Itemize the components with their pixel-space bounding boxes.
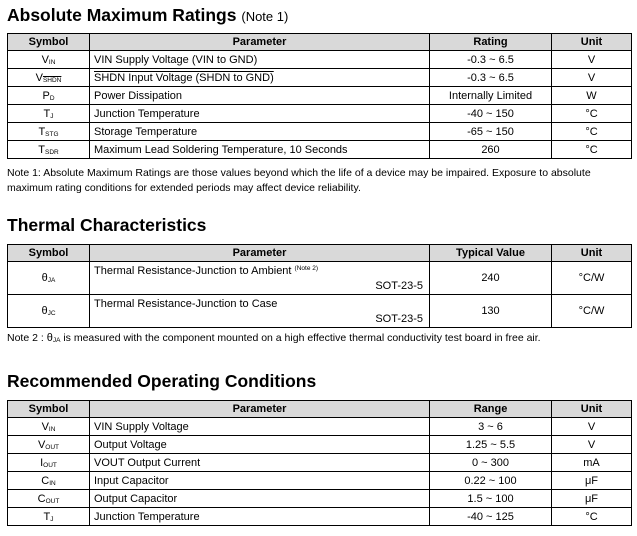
- table-row: [8, 87, 632, 105]
- rating-cell: -65 ~ 150: [430, 123, 552, 141]
- unit-cell: μF: [552, 472, 632, 490]
- header-typical-value: Typical Value: [430, 245, 552, 262]
- rec-op-title-text: Recommended Operating Conditions: [7, 371, 317, 391]
- header-symbol: Symbol: [8, 245, 90, 262]
- header-parameter: Parameter: [90, 245, 430, 262]
- header-unit: Unit: [552, 245, 632, 262]
- unit-cell: V: [552, 51, 632, 69]
- table-row: [8, 262, 632, 295]
- unit-cell: °C: [552, 141, 632, 159]
- rec-op-title: [7, 371, 316, 392]
- table-row: [8, 472, 632, 490]
- rating-cell: -0.3 ~ 6.5: [430, 69, 552, 87]
- symbol-cell: $V_{SHDN}$: [8, 69, 90, 87]
- unit-cell: mA: [552, 454, 632, 472]
- range-cell: 0 ~ 300: [430, 454, 552, 472]
- symbol-cell: $T_{SDR}$: [8, 141, 90, 159]
- range-cell: 1.25 ~ 5.5: [430, 436, 552, 454]
- abs-max-table: [7, 33, 632, 159]
- parameter-cell: VIN Supply Voltage (VIN to GND): [90, 51, 430, 69]
- symbol-cell: $V_{IN}$: [8, 418, 90, 436]
- rating-cell: 260: [430, 141, 552, 159]
- table-header-row: [8, 401, 632, 418]
- range-cell: 0.22 ~ 100: [430, 472, 552, 490]
- table-row: [8, 123, 632, 141]
- abs-max-title-text: Absolute Maximum Ratings: [7, 5, 237, 25]
- header-symbol: Symbol: [8, 401, 90, 418]
- symbol-cell: $V_{IN}$: [8, 51, 90, 69]
- symbol-cell: $T_J$: [8, 508, 90, 526]
- parameter-cell: SHDN Input Voltage (SHDN to GND): [90, 69, 430, 87]
- table-row: [8, 508, 632, 526]
- table-row: [8, 418, 632, 436]
- table-row: [8, 105, 632, 123]
- header-parameter: Parameter: [90, 401, 430, 418]
- parameter-cell: Input Capacitor: [90, 472, 430, 490]
- parameter-cell: Output Capacitor: [90, 490, 430, 508]
- table-row: [8, 69, 632, 87]
- rec-op-table: [7, 400, 632, 526]
- table-row: [8, 141, 632, 159]
- table-row: [8, 436, 632, 454]
- abs-max-title-note: (Note 1): [241, 9, 289, 24]
- thermal-title-text: Thermal Characteristics: [7, 215, 207, 235]
- unit-cell: μF: [552, 490, 632, 508]
- table-row: [8, 454, 632, 472]
- table-header-row: [8, 245, 632, 262]
- range-cell: -40 ~ 125: [430, 508, 552, 526]
- header-symbol: Symbol: [8, 34, 90, 51]
- symbol-cell: $V_{OUT}$: [8, 436, 90, 454]
- range-cell: 3 ~ 6: [430, 418, 552, 436]
- symbol-cell: $T_J$: [8, 105, 90, 123]
- symbol-cell: $C_{OUT}$: [8, 490, 90, 508]
- unit-cell: °C/W: [552, 295, 632, 328]
- parameter-cell: Thermal Resistance-Junction to Ambient $^{(Note 2)}$ SOT-23-5: [90, 262, 430, 295]
- table-row: [8, 51, 632, 69]
- header-range: Range: [430, 401, 552, 418]
- header-parameter: Parameter: [90, 34, 430, 51]
- value-cell: 240: [430, 262, 552, 295]
- symbol-cell: $\theta_{JC}$: [8, 295, 90, 328]
- parameter-cell: Power Dissipation: [90, 87, 430, 105]
- unit-cell: V: [552, 69, 632, 87]
- symbol-cell: $\theta_{JA}$: [8, 262, 90, 295]
- thermal-note: Note 2 : $\theta_{JA}$ is measured with the component mounted on a high effective thermal conductivity test board in free air.: [7, 332, 541, 344]
- table-row: [8, 295, 632, 328]
- symbol-cell: $P_D$: [8, 87, 90, 105]
- unit-cell: °C: [552, 105, 632, 123]
- header-rating: Rating: [430, 34, 552, 51]
- symbol-cell: $C_{IN}$: [8, 472, 90, 490]
- unit-cell: °C/W: [552, 262, 632, 295]
- parameter-cell: VIN Supply Voltage: [90, 418, 430, 436]
- symbol-cell: $T_{STG}$: [8, 123, 90, 141]
- header-unit: Unit: [552, 34, 632, 51]
- unit-cell: W: [552, 87, 632, 105]
- parameter-cell: Maximum Lead Soldering Temperature, 10 Seconds: [90, 141, 430, 159]
- symbol-cell: $I_{OUT}$: [8, 454, 90, 472]
- unit-cell: °C: [552, 508, 632, 526]
- parameter-cell: Thermal Resistance-Junction to Case SOT-23-5: [90, 295, 430, 328]
- rating-cell: Internally Limited: [430, 87, 552, 105]
- thermal-title: [7, 215, 206, 236]
- rating-cell: -0.3 ~ 6.5: [430, 51, 552, 69]
- unit-cell: V: [552, 418, 632, 436]
- abs-max-title: [7, 5, 288, 26]
- value-cell: 130: [430, 295, 552, 328]
- table-row: [8, 490, 632, 508]
- parameter-cell: VOUT Output Current: [90, 454, 430, 472]
- parameter-cell: Junction Temperature: [90, 508, 430, 526]
- thermal-table: [7, 244, 632, 328]
- unit-cell: °C: [552, 123, 632, 141]
- header-unit: Unit: [552, 401, 632, 418]
- parameter-cell: Junction Temperature: [90, 105, 430, 123]
- unit-cell: V: [552, 436, 632, 454]
- range-cell: 1.5 ~ 100: [430, 490, 552, 508]
- table-header-row: [8, 34, 632, 51]
- parameter-cell: Output Voltage: [90, 436, 430, 454]
- abs-max-note: Note 1: Absolute Maximum Ratings are those values beyond which the life of a device may be impaired. Exposure to absolute maximum rating conditions for extended periods may affect device reliability.: [7, 167, 591, 194]
- parameter-cell: Storage Temperature: [90, 123, 430, 141]
- rating-cell: -40 ~ 150: [430, 105, 552, 123]
